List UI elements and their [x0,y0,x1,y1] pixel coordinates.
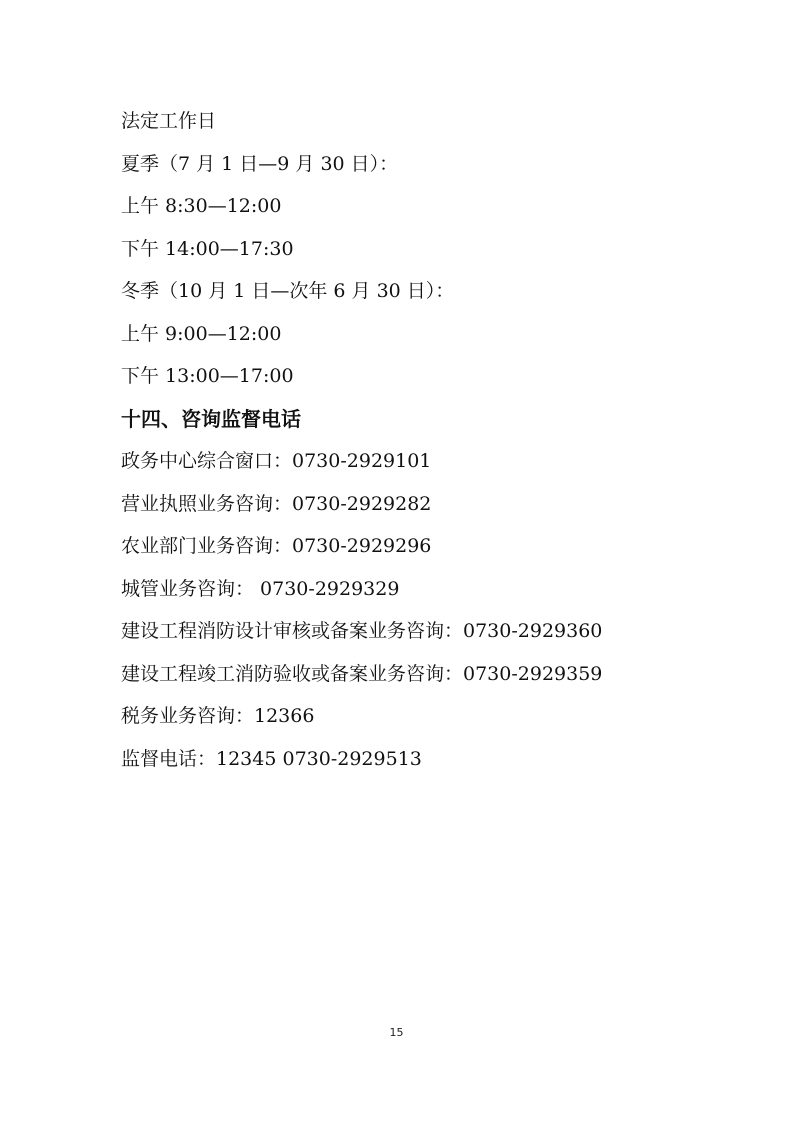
summer-schedule-label: 夏季（7 月 1 日—9 月 30 日）： [121,152,399,175]
winter-schedule-label: 冬季（10 月 1 日—次年 6 月 30 日）： [121,280,455,302]
contact-line-urban-management: 城管业务咨询： 0730-2929329 [121,577,400,600]
summer-afternoon-hours: 下午 14:00—17:30 [121,237,294,260]
section-heading: 十四、咨询监督电话 [121,406,301,431]
winter-afternoon-hours: 下午 13:00—17:00 [121,365,294,387]
contact-line-tax: 税务业务咨询：12366 [121,705,315,727]
page-content [121,100,741,780]
contact-line-fire-design-review: 建设工程消防设计审核或备案业务咨询：0730-2929360 [121,620,603,642]
contact-line-service-center: 政务中心综合窗口：0730-2929101 [121,450,432,472]
summer-morning-hours: 上午 8:30—12:00 [121,195,282,217]
winter-morning-hours: 上午 9:00—12:00 [121,322,282,345]
working-days-label: 法定工作日 [121,110,217,132]
contact-line-fire-acceptance: 建设工程竣工消防验收或备案业务咨询：0730-2929359 [121,662,603,685]
page-number: 15 [389,1026,404,1039]
contact-line-supervision: 监督电话：12345 0730-2929513 [121,747,422,770]
contact-line-business-license: 营业执照业务咨询：0730-2929282 [121,492,432,515]
contact-line-agriculture: 农业部门业务咨询：0730-2929296 [121,535,432,557]
